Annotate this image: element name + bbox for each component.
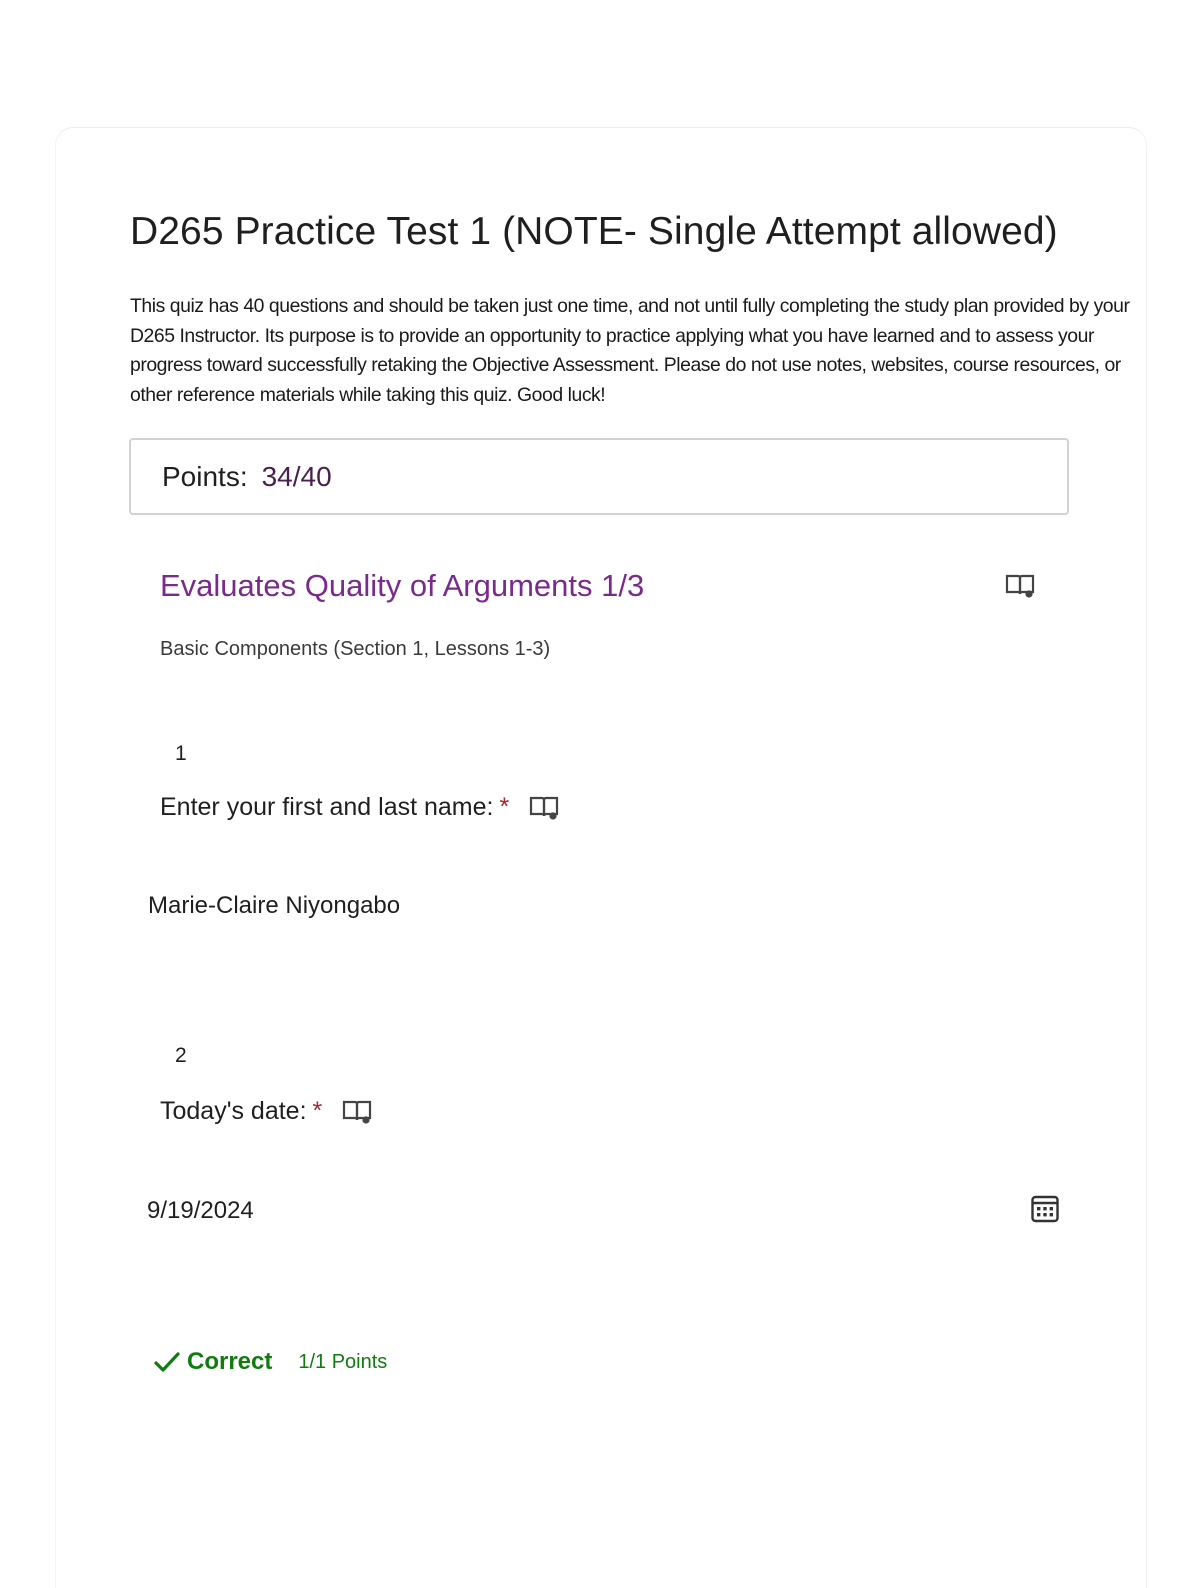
- required-marker: *: [312, 1097, 323, 1125]
- points-label: Points:: [162, 460, 248, 492]
- section-subtitle: Basic Components (Section 1, Lessons 1-3): [160, 638, 551, 660]
- quiz-description: This quiz has 40 questions and should be taken just one time, and not until fully completing the study plan provided by your D265 Instructor. Its purpose is to provide an opportunity to practice applying what you have learned and to assess your progress toward successfully retaking the Objective Assessment. Please do not use notes, websites, course resources, or other reference materials while taking this quiz. Good luck!: [130, 295, 1130, 406]
- quiz-title: D265 Practice Test 1 (NOTE- Single Attempt allowed): [130, 210, 1058, 253]
- result-row: [153, 1348, 387, 1376]
- question-text: [160, 1097, 372, 1126]
- question-number: 2: [175, 1044, 187, 1067]
- checkmark-icon: [153, 1350, 181, 1374]
- immersive-reader-icon[interactable]: [529, 795, 559, 821]
- result-points: 1/1 Points: [298, 1350, 388, 1373]
- points-summary: [129, 438, 1069, 515]
- question-number: 1: [175, 742, 187, 765]
- immersive-reader-icon[interactable]: [1005, 573, 1035, 599]
- question-text: [160, 793, 559, 822]
- result-status: Correct: [187, 1348, 273, 1375]
- name-answer[interactable]: Marie-Claire Niyongabo: [148, 892, 401, 919]
- date-answer[interactable]: 9/19/2024: [147, 1197, 254, 1224]
- question-label: Enter your first and last name:: [160, 793, 494, 821]
- immersive-reader-icon[interactable]: [342, 1099, 372, 1125]
- points-value: 34/40: [261, 460, 332, 492]
- calendar-icon[interactable]: [1030, 1194, 1060, 1224]
- question-label: Today's date:: [160, 1097, 307, 1125]
- required-marker: *: [499, 793, 510, 821]
- section-title: Evaluates Quality of Arguments 1/3: [160, 568, 645, 603]
